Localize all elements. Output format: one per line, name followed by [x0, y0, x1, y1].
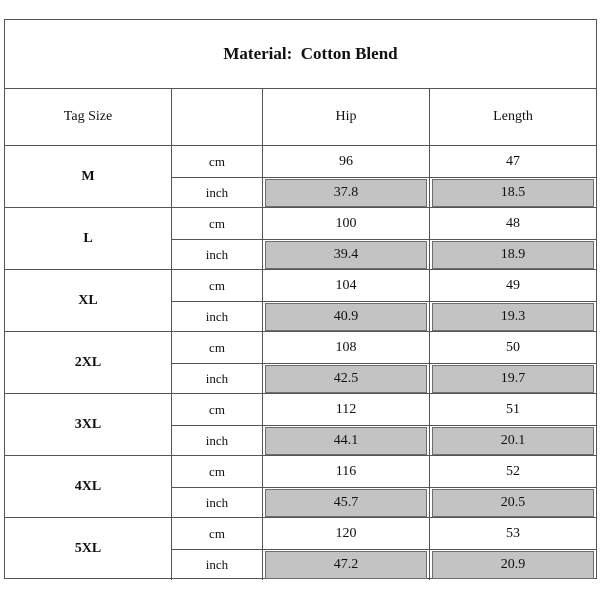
length-cm-value: 49	[506, 277, 520, 293]
unit-label-cm: cm	[209, 277, 225, 293]
length-inch-value: 20.1	[432, 427, 594, 455]
hip-cm-value: 100	[335, 215, 357, 231]
unit-label-cm: cm	[209, 215, 225, 231]
unit-label-inch: inch	[205, 494, 229, 510]
header-divider	[429, 89, 430, 145]
hip-inch-value: 45.7	[265, 489, 427, 517]
title-row	[5, 20, 596, 89]
hip-inch-value: 40.9	[265, 303, 427, 331]
hip-cm-value: 112	[335, 401, 357, 417]
unit-label-inch: inch	[205, 246, 229, 262]
hip-inch-value: 47.2	[265, 551, 427, 579]
hip-cm-value: 104	[335, 277, 357, 293]
unit-label-cm: cm	[209, 153, 225, 169]
header-row	[5, 89, 596, 146]
size-label: L	[83, 231, 93, 246]
length-inch-value: 18.5	[432, 179, 594, 207]
length-inch-value: 18.9	[432, 241, 594, 269]
unit-divider	[171, 425, 596, 426]
length-cm-value: 53	[506, 525, 520, 541]
unit-divider	[171, 363, 596, 364]
hip-inch-value: 42.5	[265, 365, 427, 393]
header-tag-size: Tag Size	[63, 109, 113, 124]
unit-label-inch: inch	[205, 184, 229, 200]
length-cm-value: 48	[506, 215, 520, 231]
unit-divider	[171, 301, 596, 302]
length-inch-value: 19.3	[432, 303, 594, 331]
hip-inch-value: 39.4	[265, 241, 427, 269]
header-divider	[171, 89, 172, 145]
column-divider	[262, 146, 263, 580]
hip-inch-value: 44.1	[265, 427, 427, 455]
length-inch-value: 20.9	[432, 551, 594, 579]
size-label: M	[81, 169, 95, 184]
unit-divider	[171, 177, 596, 178]
unit-label-inch: inch	[205, 556, 229, 572]
size-label: 3XL	[74, 417, 102, 432]
unit-label-cm: cm	[209, 401, 225, 417]
unit-label-cm: cm	[209, 339, 225, 355]
length-inch-value: 19.7	[432, 365, 594, 393]
hip-cm-value: 108	[335, 339, 357, 355]
hip-cm-value: 116	[335, 463, 357, 479]
size-chart	[4, 19, 597, 579]
size-label: 5XL	[74, 541, 102, 556]
hip-inch-value: 37.8	[265, 179, 427, 207]
hip-cm-value: 96	[339, 153, 353, 169]
header-divider	[262, 89, 263, 145]
hip-cm-value: 120	[335, 525, 357, 541]
column-divider	[429, 146, 430, 580]
unit-divider	[171, 549, 596, 550]
header-length: Length	[493, 109, 533, 124]
column-divider	[171, 146, 172, 580]
length-cm-value: 47	[506, 153, 520, 169]
length-cm-value: 52	[506, 463, 520, 479]
material-title: Material: Cotton Blend	[223, 44, 398, 63]
size-label: XL	[78, 293, 98, 308]
header-hip: Hip	[335, 109, 357, 124]
unit-label-inch: inch	[205, 432, 229, 448]
length-cm-value: 51	[506, 401, 520, 417]
unit-label-inch: inch	[205, 370, 229, 386]
size-label: 2XL	[74, 355, 102, 370]
unit-divider	[171, 487, 596, 488]
unit-divider	[171, 239, 596, 240]
size-label: 4XL	[74, 479, 102, 494]
unit-label-cm: cm	[209, 525, 225, 541]
unit-label-inch: inch	[205, 308, 229, 324]
length-cm-value: 50	[506, 339, 520, 355]
unit-label-cm: cm	[209, 463, 225, 479]
length-inch-value: 20.5	[432, 489, 594, 517]
header-unit	[172, 89, 262, 145]
